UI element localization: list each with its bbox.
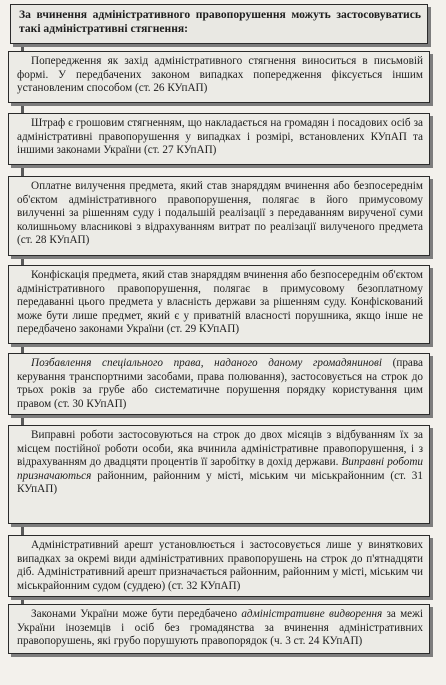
sanction-box-confiscation [8,265,430,344]
header-text: За вчинення адміністративного правопорушення можуть застосовуватись такі адміністративні стягнення: [19,8,421,35]
sanction-text-part: Штраф є грошовим стягненням, що накладається на громадян і посадових осіб за адміністративні правопорушення у випадках і розмірі, встановлених КУпАП та іншими законами України (ст. 27 КУпАП) [17,117,423,157]
sanction-box-paid-seizure [8,176,430,256]
sanction-text-part: районним, районним у місті, міським чи міськрайонним (ст. 31 КУпАП) [17,469,423,496]
sanction-emphasis: Виправні роботи призначаються [17,456,424,482]
header-box [10,4,428,44]
sanction-text-part: Адміністративний арешт установлюється і застосовується лише у виняткових випадках за окремі види адміністративних правопорушень на строк до п'ятнадцяти діб. Адміністративний арешт призначається районним, районним у місті, міським чи міськрайонним судом (суддею) (ст. 32 КУпАП) [17,539,423,592]
sanction-text-part: за межі України іноземців і осіб без громадянства за вчинення адміністративних правопорушень, які грубо порушують правопорядок (ч. 3 ст. 24 КУпАП) [17,608,423,648]
sanction-text [17,180,423,248]
sanction-text [17,357,423,411]
sanction-box-warning [8,51,430,103]
sanction-text-part: Попередження як захід адміністративного стягнення виноситься в письмовій формі. У передбачених законом випадках попередження фіксується іншим установленим способом (ст. 26 КУпАП) [17,55,423,95]
sanction-emphasis: Позбавлення спеціального права, наданого даному громадянинові [31,357,382,369]
sanction-text [17,55,423,96]
sanction-text-part: Оплатне вилучення предмета, який став знаряддям вчинення або безпосереднім об'єктом адміністративного правопорушення, полягає в його примусовому вилученні за рішенням суду і подальшій реалізації з передаванням вирученої суми колишньому власникові з відрахуванням витрат по реалізації вилученого предмета (ст. 28 КУпАП) [17,180,423,247]
sanction-box-expulsion [8,604,430,654]
sanction-text [17,269,423,337]
sanction-text [17,539,423,593]
sanction-box-fine [8,113,430,165]
sanction-text-part: (права керування транспортними засобами, права полювання), застосовується на строк до трьох років за грубе або систематичне порушення порядку користування цим правом (ст. 30 КУпАП) [17,357,423,410]
sanction-text-part: Законами України може бути передбачено [31,608,242,620]
sanction-text-part: Виправні роботи застосовуються на строк до двох місяців з відбуванням їх за місцем постійної роботи особи, яка вчинила адміністративне правопорушення, і з відрахуванням до двадцяти процентів її заробітку в дохід держави. [17,429,423,469]
sanction-box-correctional-work [8,425,430,524]
sanction-text [17,608,423,649]
sanction-text [17,117,423,158]
sanction-text [17,429,423,497]
sanction-emphasis: адміністративне видворення [241,608,383,620]
sanction-box-arrest [8,535,430,597]
sanction-text-part: Конфіскація предмета, який став знаряддям вчинення або безпосереднім об'єктом адміністративного правопорушення, полягає в примусовому безоплатному передаванні цього предмета у власність держави за рішенням суду. Конфіскований може бути лише предмет, який є у приватній власності порушника, якщо інше не передбачено законами України (ст. 29 КУпАП) [17,269,423,336]
sanction-box-deprivation [8,353,430,415]
